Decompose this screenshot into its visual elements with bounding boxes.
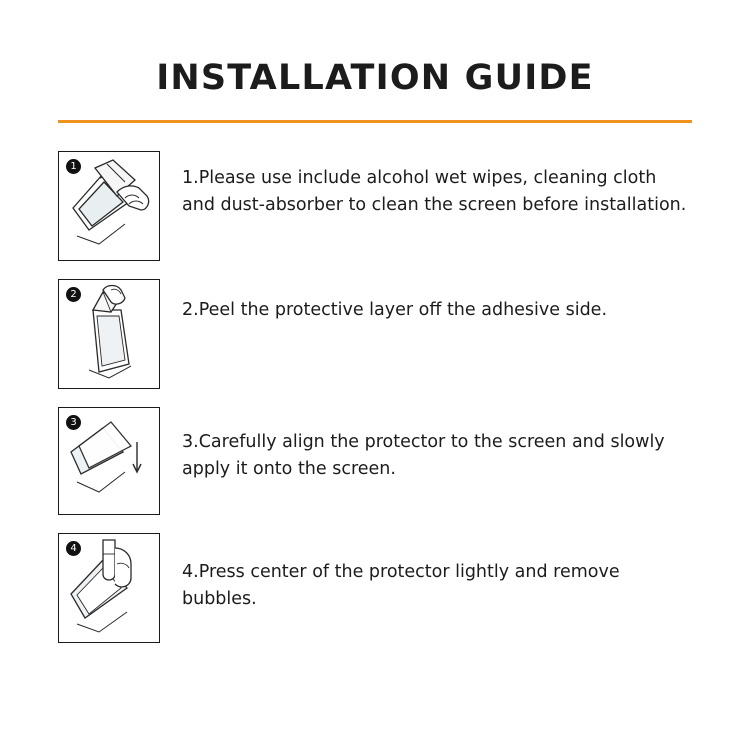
- list-item: [58, 279, 692, 389]
- list-item: [58, 407, 692, 515]
- step-2-text: [182, 279, 607, 324]
- step-3-badge: 3: [66, 415, 81, 430]
- list-item: [58, 151, 692, 261]
- step-1-body: Please use include alcohol wet wipes, cleaning cloth and dust-absorber to clean the screen before installation.: [182, 168, 687, 215]
- step-3-number: 3.: [182, 432, 199, 452]
- step-4-body: Press center of the protector lightly and remove bubbles.: [182, 562, 620, 609]
- step-1-number: 1.: [182, 168, 199, 188]
- step-3-body: Carefully align the protector to the screen and slowly apply it onto the screen.: [182, 432, 665, 479]
- step-3-figure: [58, 407, 160, 515]
- list-item: [58, 533, 692, 643]
- step-2-badge: 2: [66, 287, 81, 302]
- title-divider: [58, 120, 692, 123]
- step-3-text: [182, 407, 692, 482]
- step-4-text: [182, 533, 692, 612]
- steps-list: [58, 151, 692, 661]
- step-2-body: Peel the protective layer off the adhesive side.: [198, 300, 608, 320]
- step-1-figure: [58, 151, 160, 261]
- step-1-badge: 1: [66, 159, 81, 174]
- step-4-badge: 4: [66, 541, 81, 556]
- step-4-figure: [58, 533, 160, 643]
- step-2-number: 2.: [182, 300, 199, 320]
- step-1-text: [182, 151, 692, 218]
- page-title: INSTALLATION GUIDE: [156, 58, 594, 98]
- step-2-figure: [58, 279, 160, 389]
- step-4-number: 4.: [182, 562, 199, 582]
